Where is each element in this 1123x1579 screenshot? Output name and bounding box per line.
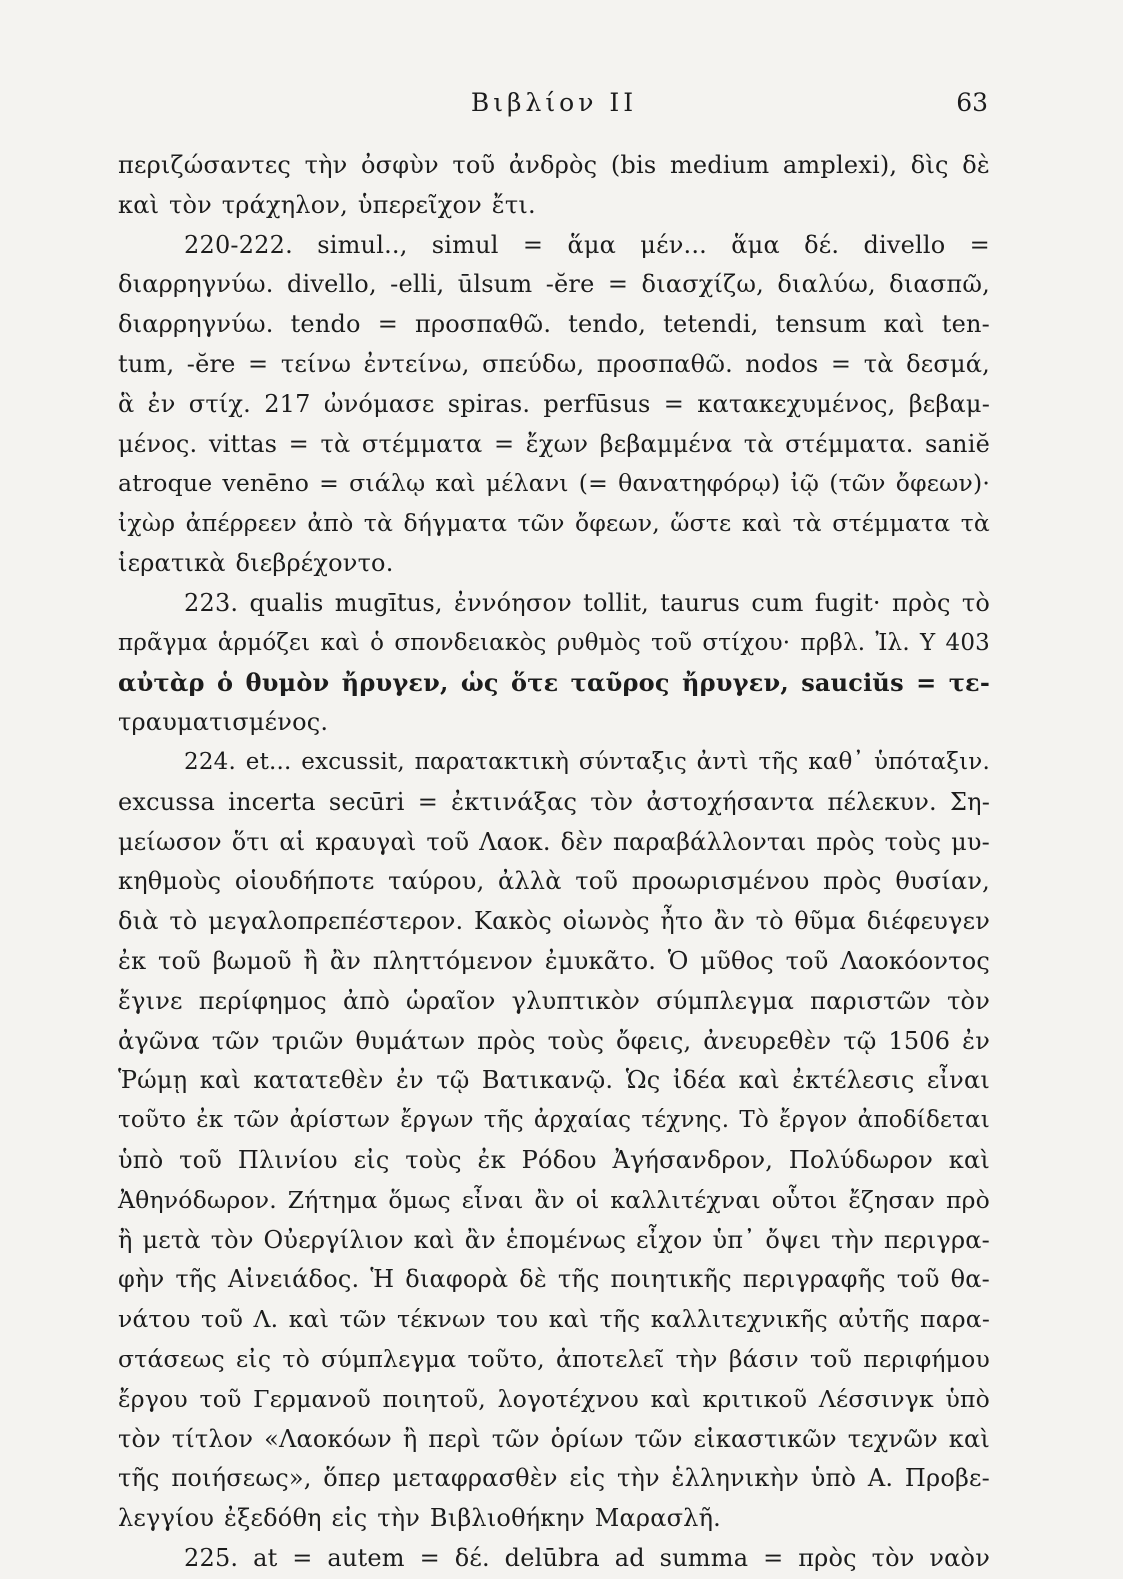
text-line: φὴν τῆς Αἰνειάδος. Ἡ διαφορὰ δὲ τῆς ποιητικῆς περιγραφῆς τοῦ θα- (118, 1265, 990, 1294)
text-line: 223. qualis mugītus, ἐννόησον tollit, taurus cum fugit· πρὸς τὸ (184, 588, 990, 617)
text-line: Ῥώμῃ καὶ κατατεθὲν ἐν τῷ Βατικανῷ. Ὡς ἰδέα καὶ ἐκτέλεσις εἶναι (118, 1066, 990, 1095)
text-line: ἃ ἐν στίχ. 217 ὠνόμασε spiras. perfūsus = κατακεχυμένος, βεβαμ- (118, 389, 990, 418)
text-line: στάσεως εἰς τὸ σύμπλεγμα τοῦτο, ἀποτελεῖ τὴν βάσιν τοῦ περιφήμου (118, 1344, 990, 1373)
text-line: τὸν τίτλον «Λαοκόων ἢ περὶ τῶν ὁρίων τῶν εἰκαστικῶν τεχνῶν καὶ (118, 1424, 990, 1453)
text-line: διαρρηγνύω. divello, -elli, ūlsum -ĕre = διασχίζω, διαλύω, διασπῶ, (118, 270, 990, 299)
text-line: 225. at = autem = δέ. delūbra ad summa = πρὸς τὸν ναὸν (184, 1543, 990, 1572)
text-line: καὶ τὸν τράχηλον, ὑπερεῖχον ἔτι. (118, 190, 536, 219)
text-line: μένος. vittas = τὰ στέμματα = ἔχων βεβαμμένα τὰ στέμματα. saniĕ (118, 429, 990, 458)
text-line: τοῦτο ἐκ τῶν ἀρίστων ἔργων τῆς ἀρχαίας τέχνης. Τὸ ἔργον ἀποδίδεται (118, 1107, 990, 1134)
text-line: μείωσον ὅτι αἱ κραυγαὶ τοῦ Λαοκ. δὲν παραβάλλονται πρὸς τοὺς μυ- (118, 827, 990, 856)
text-line: ἔγινε περίφημος ἀπὸ ὡραῖον γλυπτικὸν σύμπλεγμα παριστῶν τὸν (118, 986, 990, 1015)
text-line: διαρρηγνύω. tendo = προσπαθῶ. tendo, tetendi, tensum καὶ ten- (118, 310, 990, 339)
text-line: αὐτὰρ ὁ θυμὸν ἤρυγεν, ὡς ὅτε ταῦρος ἤρυγεν, sauciŭs = τε- (118, 668, 990, 698)
text-line: ἐκ τοῦ βωμοῦ ἢ ἂν πληττόμενον ἐμυκᾶτο. Ὁ μῦθος τοῦ Λαοκόοντος (118, 946, 990, 975)
text-line: ἱερατικὰ διεβρέχοντο. (118, 548, 394, 577)
text-line: νάτου τοῦ Λ. καὶ τῶν τέκνων του καὶ τῆς καλλιτεχνικῆς αὐτῆς παρα- (118, 1305, 990, 1334)
commentary-text (118, 146, 990, 1579)
text-line: 220-222. simul.., simul = ἅμα μέν... ἅμα δέ. divello = (184, 230, 990, 259)
running-header (120, 88, 988, 124)
text-line: κηθμοὺς οἱουδήποτε ταύρου, ἀλλὰ τοῦ προωρισμένου πρὸς θυσίαν, (118, 867, 990, 896)
text-line: Ἀθηνόδωρον. Ζήτημα ὅμως εἶναι ἂν οἱ καλλιτέχναι οὗτοι ἔζησαν πρὸ (118, 1185, 990, 1214)
text-line: 224. et... excussit, παρατακτικὴ σύνταξις ἀντὶ τῆς καθ᾽ ὑπόταξιν. (184, 748, 990, 775)
text-line: ἢ μετὰ τὸν Οὐεργίλιον καὶ ἂν ἑπομένως εἶχον ὑπ᾽ ὄψει τὴν περιγρα- (118, 1225, 990, 1254)
text-line: περιζώσαντες τὴν ὀσφὺν τοῦ ἀνδρὸς (bis medium amplexi), δὶς δὲ (118, 151, 990, 179)
text-line: excussa incerta secūri = ἐκτινάξας τὸν ἀστοχήσαντα πέλεκυν. Ση- (118, 787, 990, 816)
text-line: τραυματισμένος. (118, 708, 329, 737)
text-line: ἀγῶνα τῶν τριῶν θυμάτων πρὸς τοὺς ὄφεις, ἀνευρεθὲν τῷ 1506 ἐν (118, 1026, 990, 1055)
text-line: πρᾶγμα ἁρμόζει καὶ ὁ σπονδειακὸς ρυθμὸς τοῦ στίχου· πρβλ. Ἰλ. Υ 403 (118, 629, 990, 656)
text-line: ὑπὸ τοῦ Πλινίου εἰς τοὺς ἐκ Ρόδου Ἀγήσανδρον, Πολύδωρον καὶ (118, 1145, 990, 1174)
running-title: Βιβλίον II (470, 88, 638, 117)
text-line: διὰ τὸ μεγαλοπρεπέστερον. Κακὸς οἰωνὸς ἦτο ἂν τὸ θῦμα διέφευγεν (118, 907, 990, 936)
page-number: 63 (956, 88, 988, 117)
text-line: λεγγίου ἐξεδόθη εἰς τὴν Βιβλιοθήκην Μαρασλῆ. (118, 1504, 722, 1533)
text-line: ἰχὼρ ἀπέρρεεν ἀπὸ τὰ δήγματα τῶν ὄφεων, ὥστε καὶ τὰ στέμματα τὰ (118, 509, 990, 538)
text-line: ἔργου τοῦ Γερμανοῦ ποιητοῦ, λογοτέχνου καὶ κριτικοῦ Λέσσινγκ ὑπὸ (118, 1384, 990, 1413)
text-line: atroque venēno = σιάλῳ καὶ μέλανι (= θανατηφόρῳ) ἰῷ (τῶν ὄφεων)· (118, 469, 990, 498)
text-line: τῆς ποιήσεως», ὅπερ μεταφρασθὲν εἰς τὴν ἑλληνικὴν ὑπὸ Α. Προβε- (118, 1464, 990, 1493)
text-line: tum, -ĕre = τείνω ἐντείνω, σπεύδω, προσπαθῶ. nodos = τὰ δεσμά, (118, 349, 990, 378)
